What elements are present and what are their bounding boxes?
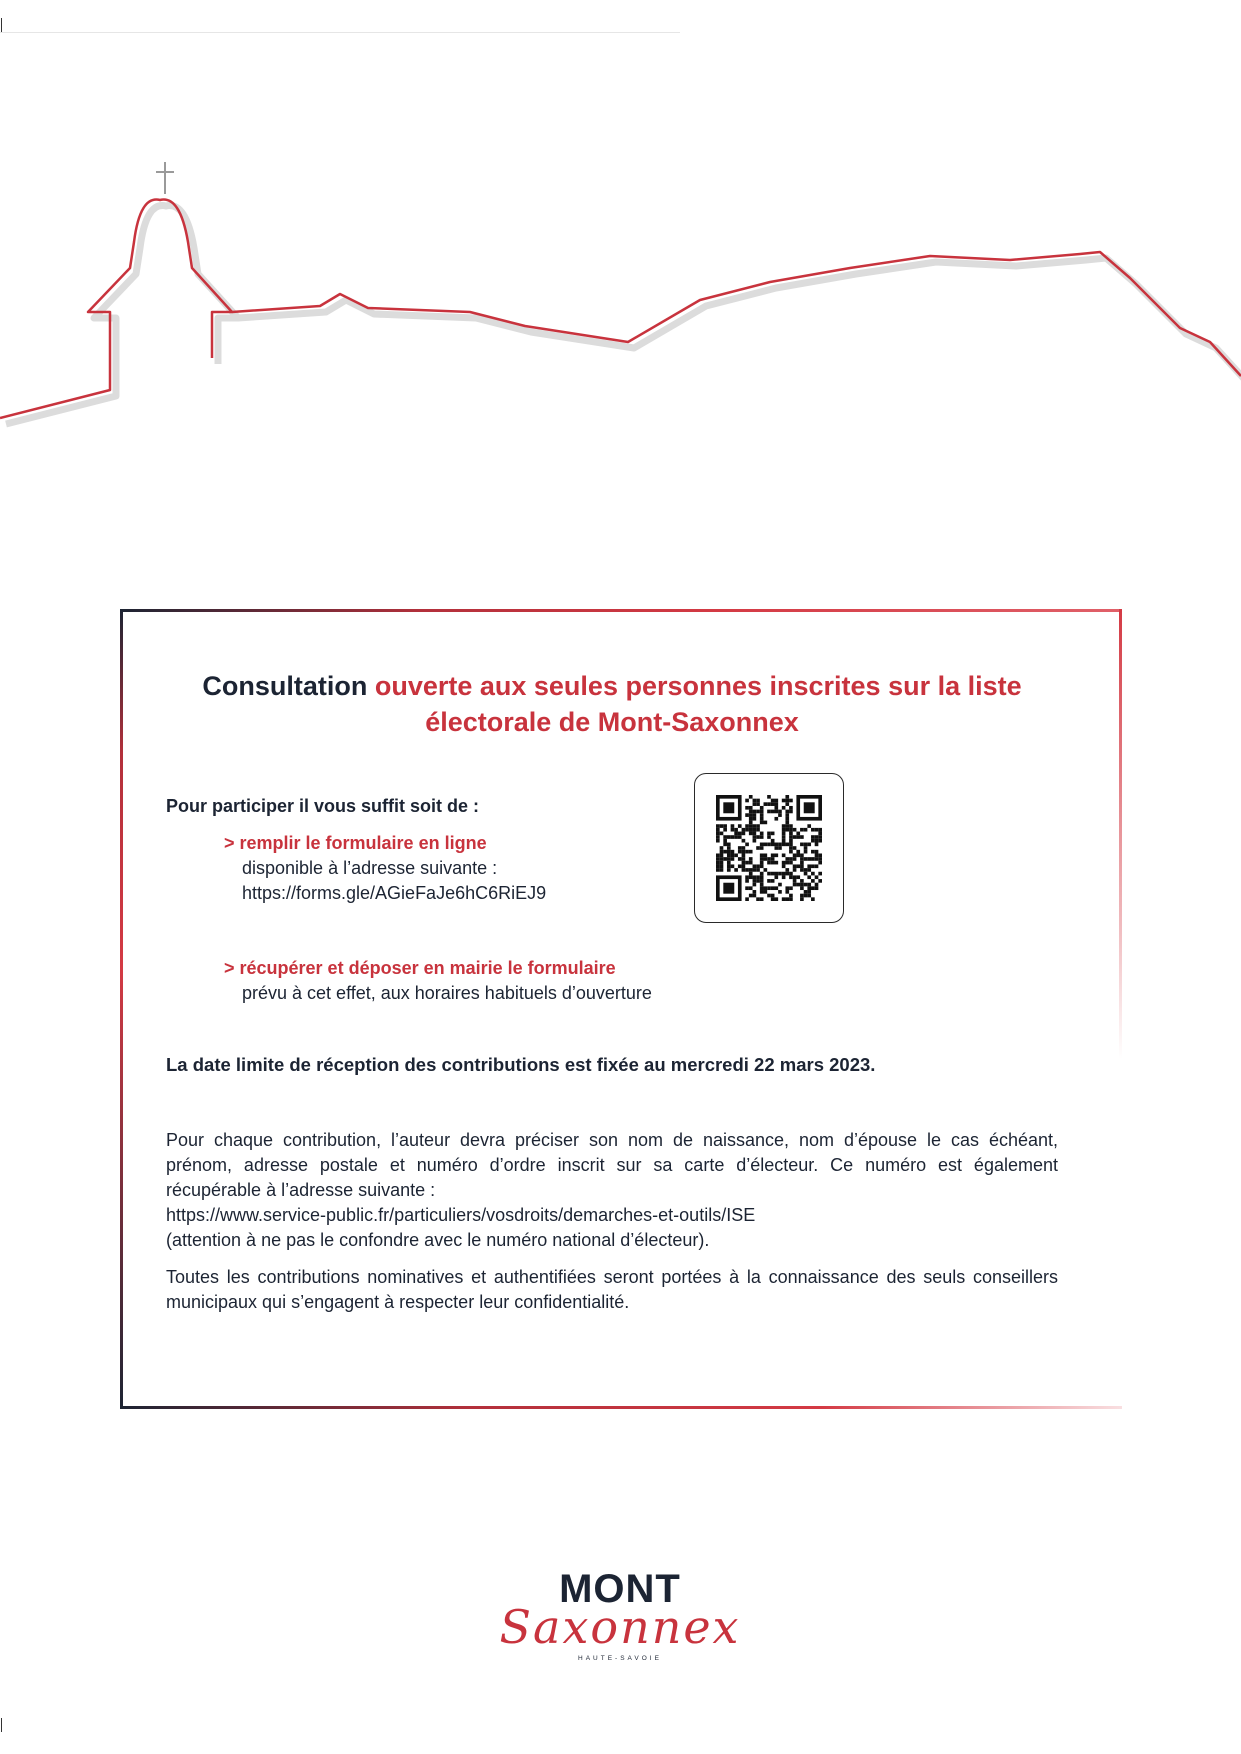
form-link[interactable]: https://forms.gle/AGieFaJe6hC6RiEJ9 bbox=[242, 883, 547, 903]
corner-mark-top bbox=[1, 18, 2, 32]
frame-border-top bbox=[120, 609, 1122, 612]
logo-mont: MONT bbox=[559, 1567, 681, 1611]
logo-saxonnex: Saxonnex bbox=[499, 1600, 741, 1654]
instructions-note: (attention à ne pas le confondre avec le numéro national d’électeur). bbox=[166, 1230, 710, 1250]
contribution-instructions bbox=[166, 1128, 1058, 1253]
title-part2: ouverte aux seules personnes inscrites sur la liste électorale de Mont-Saxonnex bbox=[374, 671, 1022, 737]
option2-heading: > récupérer et déposer en mairie le formulaire bbox=[224, 958, 616, 978]
participate-label: Pour participer il vous suffit soit de : bbox=[166, 796, 480, 816]
option-town-hall bbox=[224, 956, 652, 1006]
service-public-link[interactable]: https://www.service-public.fr/particuliers/vosdroits/demarches-et-outils/ISE bbox=[166, 1205, 756, 1225]
confidentiality-text: Toutes les contributions nominatives et authentifiées seront portées à la connaissance des seuls conseillers municipaux qui s’engagent à respecter leur confidentialité. bbox=[166, 1267, 1058, 1312]
qr-code-icon bbox=[716, 795, 822, 901]
qr-code-frame[interactable] bbox=[694, 773, 844, 923]
corner-mark-bottom bbox=[1, 1718, 2, 1732]
frame-border-bottom bbox=[120, 1406, 1122, 1409]
option1-heading: > remplir le formulaire en ligne bbox=[224, 833, 487, 853]
option-online-form bbox=[224, 831, 546, 906]
frame-border-right bbox=[1119, 609, 1122, 1059]
frame-border-left bbox=[120, 609, 123, 1409]
mont-saxonnex-logo bbox=[460, 1568, 780, 1666]
deadline-text: La date limite de réception des contributions est fixée au mercredi 22 mars 2023. bbox=[166, 1054, 876, 1075]
page-title bbox=[166, 668, 1058, 740]
top-rule bbox=[0, 32, 680, 33]
title-part1: Consultation bbox=[202, 671, 368, 701]
instructions-text: Pour chaque contribution, l’auteur devra préciser son nom de naissance, nom d’épouse le cas échéant, prénom, adresse postale et numéro d’ordre inscrit sur sa carte d’électeur. Ce numéro est également récupérable à l’adresse suivante : bbox=[166, 1130, 1058, 1200]
option1-description: disponible à l’adresse suivante : bbox=[242, 858, 498, 878]
option2-description: prévu à cet effet, aux horaires habituels d’ouverture bbox=[242, 983, 652, 1003]
church-skyline-illustration bbox=[0, 150, 1241, 450]
logo-tagline: HAUTE-SAVOIE bbox=[578, 1655, 662, 1662]
